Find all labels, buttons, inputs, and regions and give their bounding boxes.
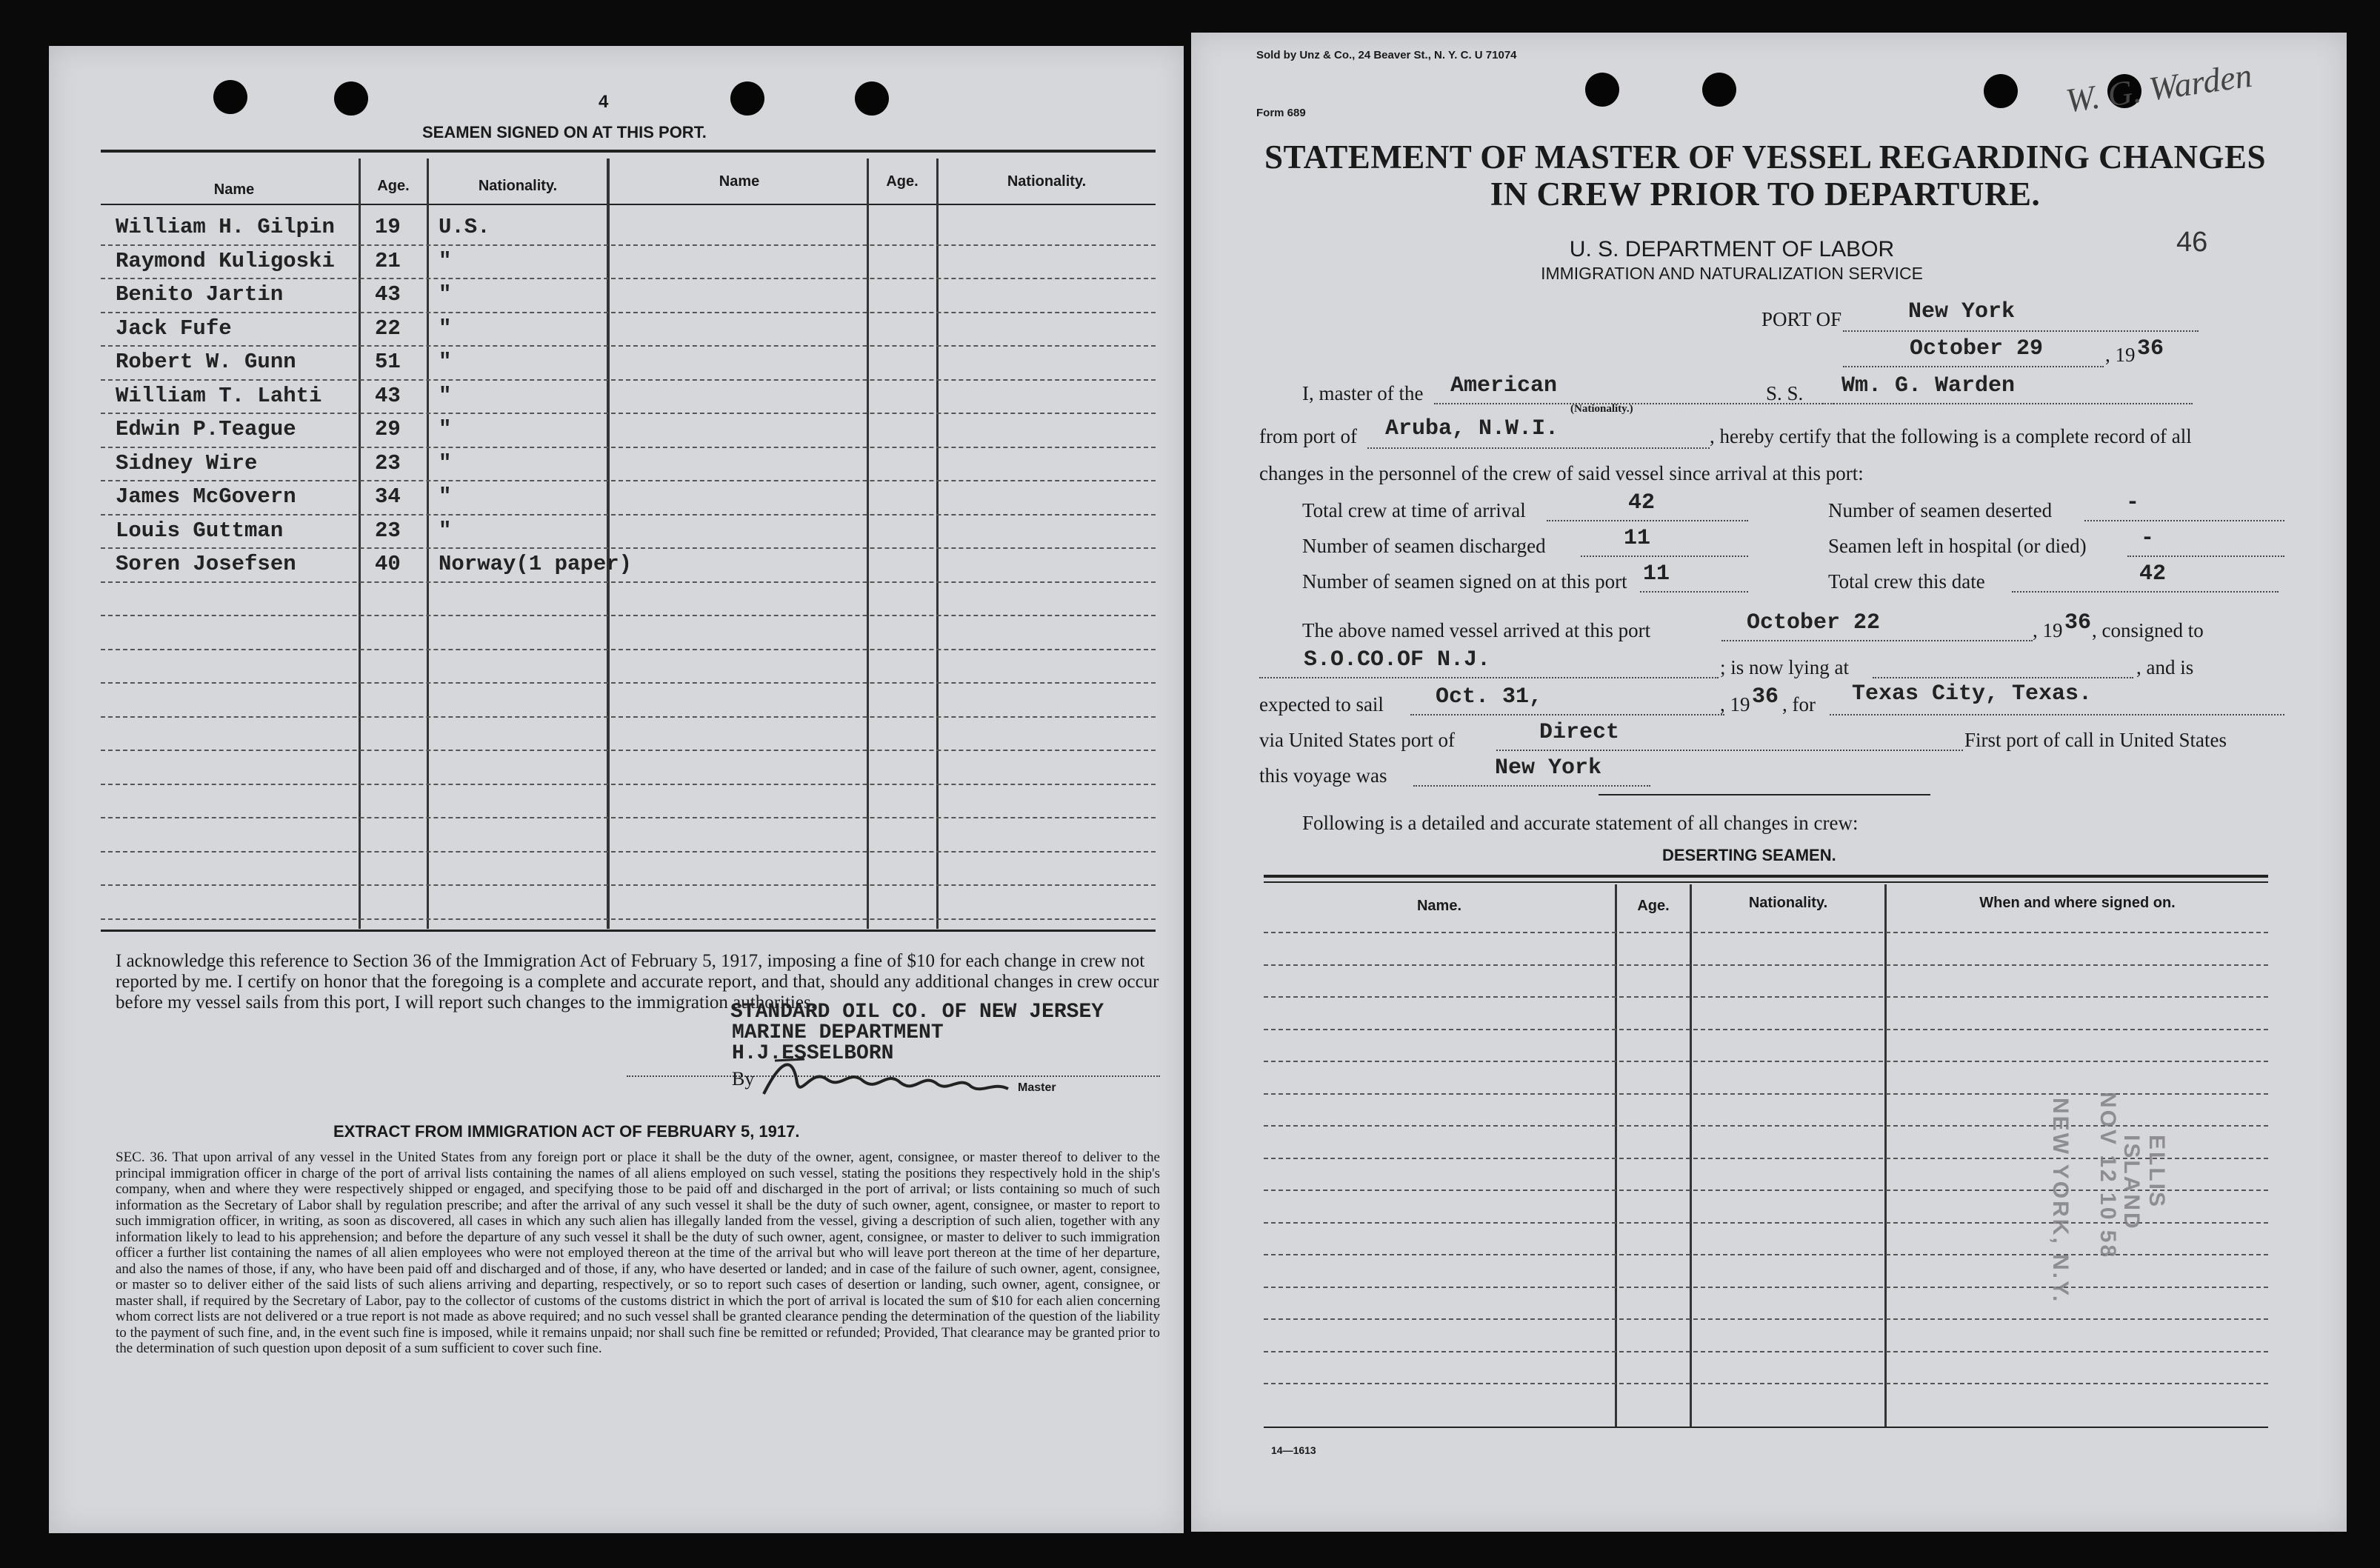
column-header-name: Name xyxy=(719,173,760,190)
port-label: PORT OF xyxy=(1761,308,1842,330)
deserting-table-header-rule xyxy=(1264,881,2268,883)
page-number: 4 xyxy=(599,92,609,112)
consignee-value: S.O.CO.OF N.J. xyxy=(1304,647,1491,673)
punch-hole xyxy=(334,81,368,116)
deserted-label: Number of seamen deserted xyxy=(1828,499,2053,521)
seaman-age: 22 xyxy=(375,316,401,341)
table-row-rule xyxy=(101,649,1156,650)
signed-on-label: Number of seamen signed on at this port xyxy=(1302,570,1627,593)
seaman-name: Soren Josefsen xyxy=(116,552,296,576)
deserting-header-signed-on: When and where signed on. xyxy=(1979,895,2176,911)
left-page xyxy=(49,46,1184,1533)
expected-label: expected to sail xyxy=(1259,693,1384,715)
extract-title: EXTRACT FROM IMMIGRATION ACT OF FEBRUARY 5, 1917. xyxy=(333,1122,800,1141)
port-line xyxy=(1843,330,2199,332)
from-port-line xyxy=(1367,447,1710,449)
table-row-rule xyxy=(101,345,1156,347)
destination-line xyxy=(1830,714,2284,715)
sail-date: Oct. 31, xyxy=(1436,684,1543,710)
hospital-line xyxy=(2127,556,2284,557)
seaman-name: Louis Guttman xyxy=(116,518,284,543)
signature-company: STANDARD OIL CO. OF NEW JERSEY xyxy=(730,1001,1104,1024)
deserting-title: DESERTING SEAMEN. xyxy=(1662,846,1836,864)
deserted-line xyxy=(2084,520,2284,521)
first-port-line xyxy=(1413,785,1650,787)
signature-department: MARINE DEPARTMENT xyxy=(732,1021,944,1044)
column-divider xyxy=(427,159,429,929)
nationality-caption: (Nationality.) xyxy=(1570,403,1633,415)
sail-date-line xyxy=(1410,714,1724,715)
punch-hole xyxy=(1585,73,1619,107)
seaman-age: 51 xyxy=(375,350,401,374)
document-number: 46 xyxy=(2176,227,2208,258)
column-divider xyxy=(1690,884,1692,1427)
discharged-line xyxy=(1581,556,1748,557)
seaman-name: Sidney Wire xyxy=(116,450,258,476)
table-row-rule xyxy=(101,244,1156,246)
date-value: October 29 xyxy=(1910,336,2044,361)
arrived-date: October 22 xyxy=(1747,610,1881,635)
for-label: , for xyxy=(1782,693,1816,715)
table-row-rule xyxy=(101,851,1156,853)
seaman-name: Robert W. Gunn xyxy=(116,350,296,374)
lying-line xyxy=(1873,677,2133,678)
seaman-age: 34 xyxy=(375,484,401,509)
right-page xyxy=(1191,33,2347,1532)
seaman-name: Raymond Kuligoski xyxy=(116,248,335,273)
table-row-rule xyxy=(101,784,1156,785)
punch-hole xyxy=(1984,74,2018,108)
from-port-value: Aruba, N.W.I. xyxy=(1385,416,1559,441)
seaman-age: 40 xyxy=(375,552,401,576)
lying-label: ; is now lying at xyxy=(1720,656,1849,678)
footer-code: 14—1613 xyxy=(1271,1444,1316,1456)
column-divider xyxy=(1615,884,1617,1427)
seaman-age: 21 xyxy=(375,248,401,273)
consignee-line xyxy=(1259,677,1719,678)
via-value: Direct xyxy=(1539,720,1620,745)
certify-text: , hereby certify that the following is a complete record of all xyxy=(1710,425,2192,447)
table-row-rule xyxy=(101,918,1156,920)
sail-year-suffix: 36 xyxy=(1752,684,1779,710)
total-today-line xyxy=(2012,591,2279,593)
table-row-rule xyxy=(101,413,1156,414)
column-divider xyxy=(936,159,939,929)
consigned-label: , consigned to xyxy=(2092,619,2204,641)
column-divider xyxy=(1884,884,1887,1427)
deserting-table-bottom-rule xyxy=(1264,1427,2268,1428)
column-header-nationality: Nationality. xyxy=(1007,173,1087,190)
changes-text: changes in the personnel of the crew of said vessel since arrival at this port: xyxy=(1259,462,1864,484)
form-number: Form 689 xyxy=(1256,107,1306,119)
handwritten-vessel-name: W. G. Warden xyxy=(2063,56,2255,120)
table-row-rule xyxy=(101,615,1156,616)
sail-year-prefix: , 19 xyxy=(1720,693,1750,715)
seaman-nationality: " xyxy=(439,383,452,408)
seaman-nationality: " xyxy=(439,282,452,307)
total-crew-arrival-line xyxy=(1547,520,1748,521)
section-36-text: SEC. 36. That upon arrival of any vessel in the United States from any foreign port or place it shall be the duty of the owner, agent, consignee, or master thereof to deliver to the principal immigration officer in charge of the port of arrival lists containing the names of all aliens employed on such vessel, stating the positions they respectively hold in the ship's company, when and where they were respectively shipped or engaged, and specifying those to be paid off and discharged in the port of arrival; or lists containing so much of such information as the Secretary of Labor shall by regulation prescribe; and after the arrival of any such vessel it shall be the duty of such owner, agent, consignee, or master to report to such immigration officer, in writing, as soon as discovered, all cases in which any such alien has illegally landed from the vessel, giving a description of such alien, together with any information likely to lead to his apprehension; and before the departure of any such vessel it shall be the duty of such owner, agent, consignee, or master to deliver to such immigration officer a further list containing the names of all alien employees who were not employed thereon at the time of the arrival but who will leave port thereon at the time of her departure, and also the names of those, if any, who have been paid off and discharged and of those, if any, who have deserted or landed; and in case of the failure of such owner, agent, consignee, or master so to deliver either of the said lists of such aliens arriving and departing, respectively, or so to report such cases of desertion or landing, such owner, agent, consignee, or master shall, if required by the Secretary of Labor, pay to the collector of customs of the customs district in which the port of arrival is located the sum of $10 for each alien concerning whom correct lists are not delivered or a true report is not made as above required; and no such vessel shall be granted clearance pending the determination of the question of the liability to the payment of such fine, and, in the event such fine is imposed, while it remains unpaid; nor shall such fine be remitted or refunded; Provided, That clearance may be granted prior to the determination of such question upon deposit of a sum sufficient to cover such fine. xyxy=(116,1150,1160,1356)
seaman-nationality: " xyxy=(439,484,452,509)
table-row-rule xyxy=(101,480,1156,481)
column-header-age: Age. xyxy=(377,178,410,194)
table-top-rule xyxy=(101,150,1156,153)
year-suffix: 36 xyxy=(2137,336,2164,361)
total-crew-arrival-label: Total crew at time of arrival xyxy=(1302,499,1526,521)
column-divider xyxy=(867,159,869,929)
handwritten-signature xyxy=(760,1053,1012,1105)
form-title-line2: IN CREW PRIOR TO DEPARTURE. xyxy=(1490,176,2041,213)
hospital-value: - xyxy=(2141,526,2155,551)
service: IMMIGRATION AND NATURALIZATION SERVICE xyxy=(1541,264,1923,283)
deserted-value: - xyxy=(2126,490,2140,516)
column-divider xyxy=(359,159,361,929)
column-header-age: Age. xyxy=(886,173,919,190)
punch-hole xyxy=(855,81,889,116)
arrived-year-prefix: , 19 xyxy=(2033,619,2063,641)
seaman-nationality: Norway(1 paper) xyxy=(439,552,633,576)
seaman-name: James McGovern xyxy=(116,484,296,509)
deserting-row-rule xyxy=(1264,964,2268,966)
seaman-name: Benito Jartin xyxy=(116,282,284,307)
form-title-line1: STATEMENT OF MASTER OF VESSEL REGARDING CHANGES xyxy=(1264,139,2267,176)
total-today-label: Total crew this date xyxy=(1828,570,1985,593)
table-row-rule xyxy=(101,750,1156,751)
table-row-rule xyxy=(101,379,1156,381)
date-line xyxy=(1843,366,2104,367)
deserting-header-age: Age. xyxy=(1637,898,1670,914)
ellis-island-stamp-date: NOV 12 10 58 xyxy=(2096,1092,2120,1260)
deserting-row-rule xyxy=(1264,996,2268,998)
deserting-row-rule xyxy=(1264,1383,2268,1384)
table-row-rule xyxy=(101,514,1156,516)
deserting-row-rule xyxy=(1264,1318,2268,1320)
master-label: Master xyxy=(1018,1081,1056,1094)
table-row-rule xyxy=(101,716,1156,718)
deserting-row-rule xyxy=(1264,1287,2268,1288)
signature-officer: H.J.ESSELBORN xyxy=(732,1042,894,1065)
ss-label: S. S. xyxy=(1766,382,1804,404)
deserting-row-rule xyxy=(1264,932,2268,933)
discharged-value: 11 xyxy=(1624,526,1651,551)
punch-hole xyxy=(213,80,247,114)
table-bottom-rule xyxy=(101,930,1156,932)
punch-hole xyxy=(1702,73,1736,107)
deserting-table-top-rule xyxy=(1264,875,2268,878)
total-crew-arrival-value: 42 xyxy=(1628,490,1656,516)
department: U. S. DEPARTMENT OF LABOR xyxy=(1569,237,1895,261)
year-prefix: , 19 xyxy=(2105,344,2136,366)
first-port-label: First port of call in United States xyxy=(1964,729,2227,751)
signed-on-value: 11 xyxy=(1643,561,1670,587)
arrived-label: The above named vessel arrived at this port xyxy=(1302,619,1651,641)
seaman-nationality: " xyxy=(439,518,452,543)
voyage-label: this voyage was xyxy=(1259,764,1387,787)
table-row-rule xyxy=(101,547,1156,549)
table-header-rule xyxy=(101,204,1156,205)
deserting-row-rule xyxy=(1264,1029,2268,1030)
column-header-nationality: Nationality. xyxy=(478,178,558,194)
punch-hole xyxy=(730,81,764,116)
ellis-island-stamp: ELLIS ISLAND xyxy=(2119,1135,2169,1231)
column-divider xyxy=(607,159,610,929)
seaman-age: 19 xyxy=(375,215,401,239)
seaman-nationality: " xyxy=(439,417,452,441)
hospital-label: Seamen left in hospital (or died) xyxy=(1828,535,2087,557)
seaman-nationality: U.S. xyxy=(439,215,490,239)
ellis-island-stamp-city: NEW YORK, N.Y. xyxy=(2048,1098,2073,1304)
table-row-rule xyxy=(101,278,1156,279)
from-port-label: from port of xyxy=(1259,425,1357,447)
seaman-age: 43 xyxy=(375,383,401,408)
deserting-header-name: Name. xyxy=(1416,898,1462,914)
seaman-age: 43 xyxy=(375,282,401,307)
acknowledgement-text: I acknowledge this reference to Section 36 of the Immigration Act of February 5, 1917, imposing a fine of $10 for each change in crew not reported by me. I certify on honor that the foregoing is a complete and accurate report, and that, should any additional changes in crew occur before my vessel sails from this port, I will report such changes to the immigration authorities. xyxy=(116,951,1159,1012)
column-header-name: Name xyxy=(213,181,255,198)
printer-line: Sold by Unz & Co., 24 Beaver St., N. Y. C. U 71074 xyxy=(1256,49,1517,61)
and-is-label: , and is xyxy=(2136,656,2194,678)
port-value: New York xyxy=(1908,299,2016,324)
seaman-name: Jack Fufe xyxy=(116,316,232,341)
deserting-header-nationality: Nationality. xyxy=(1748,895,1828,911)
seaman-nationality: " xyxy=(439,248,452,273)
table-row-rule xyxy=(101,884,1156,886)
table-row-rule xyxy=(101,817,1156,818)
nationality-value: American xyxy=(1450,373,1558,398)
table-row-rule xyxy=(101,312,1156,313)
discharged-label: Number of seamen discharged xyxy=(1302,535,1546,557)
seaman-name: Edwin P.Teague xyxy=(116,417,296,441)
destination-value: Texas City, Texas. xyxy=(1852,681,2093,707)
seaman-nationality: " xyxy=(439,350,452,374)
seaman-age: 23 xyxy=(375,518,401,543)
seaman-nationality: " xyxy=(439,450,452,476)
by-label: By xyxy=(732,1068,755,1090)
arrived-line xyxy=(1721,640,2033,641)
seaman-age: 23 xyxy=(375,450,401,476)
vessel-value: Wm. G. Warden xyxy=(1841,373,2016,398)
table-row-rule xyxy=(101,581,1156,583)
signed-on-line xyxy=(1640,591,1748,593)
following-text: Following is a detailed and accurate statement of all changes in crew: xyxy=(1302,812,1859,834)
arrived-year-suffix: 36 xyxy=(2064,610,2092,635)
seaman-age: 29 xyxy=(375,417,401,441)
first-port-value: New York xyxy=(1495,755,1602,781)
section-title: SEAMEN SIGNED ON AT THIS PORT. xyxy=(422,123,707,141)
total-today-value: 42 xyxy=(2139,561,2167,587)
via-label: via United States port of xyxy=(1259,729,1455,751)
master-of-label: I, master of the xyxy=(1302,382,1424,404)
table-row-rule xyxy=(101,682,1156,684)
seaman-name: William T. Lahti xyxy=(116,383,322,408)
vessel-line xyxy=(1822,403,2193,404)
deserting-row-rule xyxy=(1264,1061,2268,1062)
seaman-nationality: " xyxy=(439,316,452,341)
separator-rule xyxy=(1599,794,1930,795)
deserting-row-rule xyxy=(1264,1351,2268,1352)
via-line xyxy=(1496,750,1963,751)
seaman-name: William H. Gilpin xyxy=(116,215,335,239)
table-row-rule xyxy=(101,447,1156,448)
